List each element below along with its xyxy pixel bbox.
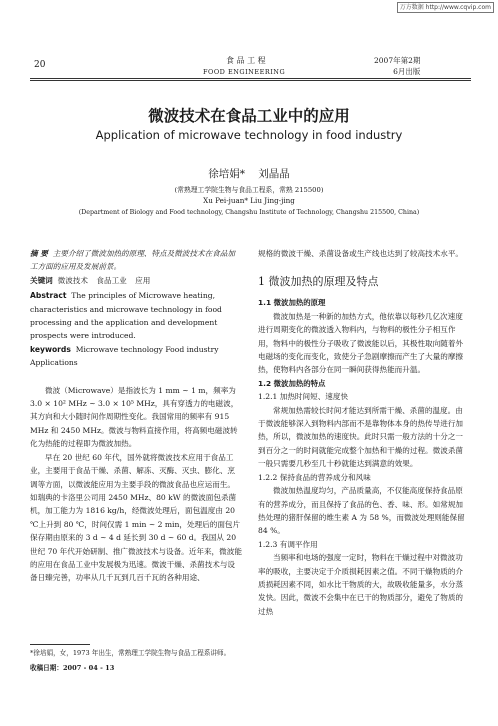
- article-title-en: Application of microwave technology in food industry: [95, 128, 403, 142]
- keywords-text: 微波技术 食品工业 应用: [57, 275, 151, 285]
- affiliation-cn: (常熟理工学院生物与食品工程系，常熟 215500): [174, 186, 324, 194]
- body-paragraph-1: 微波（Microwave）是指波长为 1 mm ~ 1 m，频率为 3.0 × 10² MHz ~ 3.0 × 10⁵ MHz，具有穿透力的电磁波，其方向和大小随时间作周期性变化。我国常用的频率有 915 MHz 和 2450 MHz。微波与物料直接作用，将高频电磁波转化为热能的过程即为微波加热。: [30, 385, 239, 449]
- authors-en: Xu Pei-juan* Liu Jing-jing: [203, 196, 295, 205]
- keywords-en: [30, 343, 242, 370]
- page-number: 20: [34, 60, 46, 70]
- received-date: 收稿日期：2007 - 04 - 13: [30, 663, 115, 672]
- journal-name-cn: 食 品 工 程: [226, 56, 266, 65]
- header-rule-thin: [30, 80, 471, 81]
- subsection-1-1-text: 微波加热是一种新的加热方式，他依靠以每秒几亿次速度进行周期变化的微波透入物料内，与物料的极性分子相互作用，物料中的极性分子吸收了微波能以后，其极性取向随着外电磁场的变化而变化，致使分子急剧摩擦而产生了大量的摩擦热，使物料内各部分在同一瞬间获得热能而升温。: [258, 311, 464, 375]
- subsection-1-2-1: 1.2.1 加热时间短、速度快: [258, 392, 349, 402]
- keywords-en-label: keywords: [30, 344, 71, 354]
- keywords-label: 关键词: [30, 275, 53, 285]
- abstract-text: 主要介绍了微波加热的原理、特点及微波技术在食品加工方面的应用及发展前景。: [30, 249, 235, 272]
- issue-date: 6月出版: [393, 67, 421, 76]
- affiliation-en: (Department of Biology and Food technology, Changshu Institute of Technology, Changshu 215500, China): [78, 209, 420, 216]
- subsection-1-2-1-text: 常规加热需较长时间才能达到所需干燥、杀菌的温度。由于微波能够深入到物料内部而不是靠物体本身的热传导进行加热，所以，微波加热的速度快。此时只需一般方法的十分之一到百分之一的时间就能完成整个加热和干燥的过程。微波杀菌一般只需要几秒至几十秒就能达到满意的效果。: [258, 405, 464, 469]
- subsection-1-2-2: 1.2.2 保持食品的营养成分和风味: [258, 472, 371, 482]
- authors-cn: 徐培娟* 刘晶晶: [208, 168, 290, 180]
- abstract-en-text: The principles of Microwave heating, characteristics and microwave technology in food processing and the application and development prospects were introduced.: [30, 291, 222, 341]
- journal-name-en: FOOD ENGINEERING: [203, 68, 286, 76]
- keywords-cn: [30, 274, 242, 287]
- left-column: [30, 247, 242, 585]
- subsection-1-2: 1.2 微波加热的特点: [258, 378, 326, 388]
- watermark: 万方数据 http://www.cqvip.com: [397, 2, 494, 13]
- issue-number: 2007年第2期: [374, 56, 421, 65]
- issue-info: [374, 55, 420, 77]
- right-column: [258, 247, 470, 618]
- subsection-1-2-2-text: 微波加热温度均匀，产品质量高，不仅能高度保持食品原有的营养成分，而且保持了食品的色、香、味、形。如常规加热处理的猪肝保留的维生素 A 为 58 %，而微波处理则能保留 84 %。: [258, 486, 465, 536]
- subsection-1-1: 1.1 微波加热的原理: [258, 298, 326, 308]
- header-rule: [30, 78, 471, 79]
- author-footnote: *徐培娟，女，1973 年出生，常熟理工学院生物与食品工程系讲师。: [30, 649, 231, 657]
- keywords-en-text: Microwave technology Food industry Applications: [30, 344, 219, 368]
- section-heading-1: 1 微波加热的原理及特点: [258, 275, 379, 289]
- abstract-en-label: Abstract: [30, 291, 67, 301]
- subsection-1-2-3: 1.2.3 有调平作用: [258, 539, 318, 549]
- footnote-rule: [30, 644, 90, 645]
- abstract-label: 摘 要: [30, 249, 48, 258]
- abstract-cn: [30, 247, 242, 274]
- continued-paragraph: 规格的微波干燥、杀菌设备或生产线也达到了较高技术水平。: [258, 249, 464, 258]
- abstract-en: [30, 289, 242, 343]
- subsection-1-2-3-text: 当频率和电场的强度一定时，物料在干燥过程中对微波功率的吸收，主要决定于介质损耗因素之值。不同干燥物质的介质损耗因素不同，如水比干物质的大，故吸收能量多，水分蒸发快。因此，微波不会集中在已干的物质部分，避免了物质的过热: [258, 553, 464, 616]
- footnote: [30, 648, 242, 673]
- body-paragraph-2: 早在 20 世纪 60 年代，国外就将微波技术应用于食品工业，主要用于食品干燥、杀菌、解冻、灭酶、灭虫、膨化、烹调等方面，以微波能应用为主要手段的微波食品也应运而生。如瑞典的卡洛里公司用 2450 MHz、80 kW 的微波面包杀菌机，加工能力为 1816 kg/h，经微波处理后，面包温度由 20 ℃上升到 80 ℃，时间仅需 1 min ~ 2 min，处理后的面包片保存期由原来的 3 d ~ 4 d 延长到 30 d ~ 60 d。我国从 20 世纪 70 年代开始研制、推广微波技术与设备。近年来，微波能的应用在食品工业中发展极为迅速。微波干燥、杀菌技术与设备日臻完善，功率从几千瓦到几百千瓦的各种用途、: [30, 452, 242, 583]
- article-title-cn: 微波技术在食品工业中的应用: [148, 107, 350, 125]
